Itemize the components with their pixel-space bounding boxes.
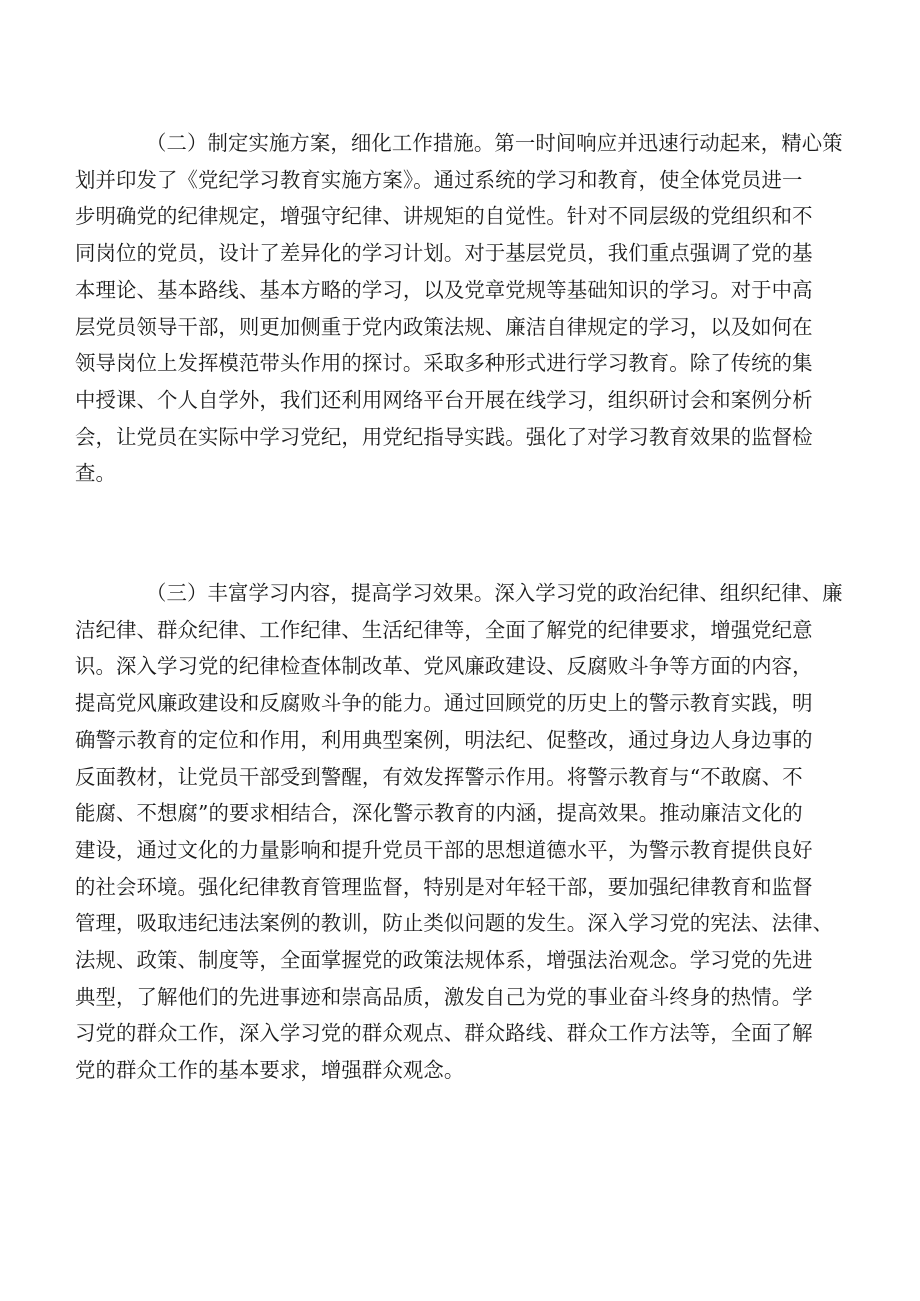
paragraph-line: 确警示教育的定位和作用，利用典型案例，明法纪、促整改，通过身边人身边事的 [75,727,813,752]
paragraph-line: 的社会环境。强化纪律教育管理监督，特别是对年轻干部，要加强纪律教育和监督 [75,874,813,899]
paragraph-line: 中授课、个人自学外，我们还利用网络平台开展在线学习，组织研讨会和案例分析 [75,387,813,412]
paragraph-line: 能腐、不想腐”的要求相结合，深化警示教育的内涵，提高效果。推动廉洁文化的 [75,801,803,826]
paragraph-line: 查。 [75,461,116,486]
paragraph-line: 典型，了解他们的先进事迹和崇高品质，激发自己为党的事业奋斗终身的热情。学 [75,984,813,1009]
paragraph-section-2 [75,125,865,492]
paragraph-line: 管理，吸取违纪违法案例的教训，防止类似问题的发生。深入学习党的宪法、法律、 [75,911,834,936]
paragraph-line: 提高党风廉政建设和反腐败斗争的能力。通过回顾党的历史上的警示教育实践，明 [75,691,813,716]
paragraph-line: 建设，通过文化的力量影响和提升党员干部的思想道德水平，为警示教育提供良好 [75,837,813,862]
paragraph-line: 会，让党员在实际中学习党纪，用党纪指导实践。强化了对学习教育效果的监督检 [75,424,813,449]
paragraph-line: 反面教材，让党员干部受到警醒，有效发挥警示作用。将警示教育与“不敢腐、不 [75,764,803,789]
paragraph-line: 习党的群众工作，深入学习党的群众观点、群众路线、群众工作方法等，全面了解 [75,1021,813,1046]
paragraph-line: （三）丰富学习内容，提高学习效果。深入学习党的政治纪律、组织纪律、廉 [146,581,843,605]
paragraph-line: 法规、政策、制度等，全面掌握党的政策法规体系，增强法治观念。学习党的先进 [75,948,813,973]
paragraph-line: 领导岗位上发挥模范带头作用的探讨。采取多种形式进行学习教育。除了传统的集 [75,351,813,376]
paragraph-line: 识。深入学习党的纪律检查体制改革、党风廉政建设、反腐败斗争等方面的内容， [75,654,813,679]
paragraph-line: 同岗位的党员，设计了差异化的学习计划。对于基层党员，我们重点强调了党的基 [75,241,813,266]
paragraph-line: 层党员领导干部，则更加侧重于党内政策法规、廉洁自律规定的学习，以及如何在 [75,314,813,339]
paragraph-line: 本理论、基本路线、基本方略的学习，以及党章党规等基础知识的学习。对于中高 [75,277,813,302]
paragraph-line: 步明确党的纪律规定，增强守纪律、讲规矩的自觉性。针对不同层级的党组织和不 [75,204,813,229]
paragraph-line: 党的群众工作的基本要求，增强群众观念。 [75,1058,465,1083]
paragraph-line: 洁纪律、群众纪律、工作纪律、生活纪律等，全面了解党的纪律要求，增强党纪意 [75,617,813,642]
paragraph-section-3 [75,575,865,1089]
paragraph-line: 划并印发了《党纪学习教育实施方案》。通过系统的学习和教育，使全体党员进一 [75,167,803,192]
paragraph-line: （二）制定实施方案，细化工作措施。第一时间响应并迅速行动起来，精心策 [146,131,843,155]
